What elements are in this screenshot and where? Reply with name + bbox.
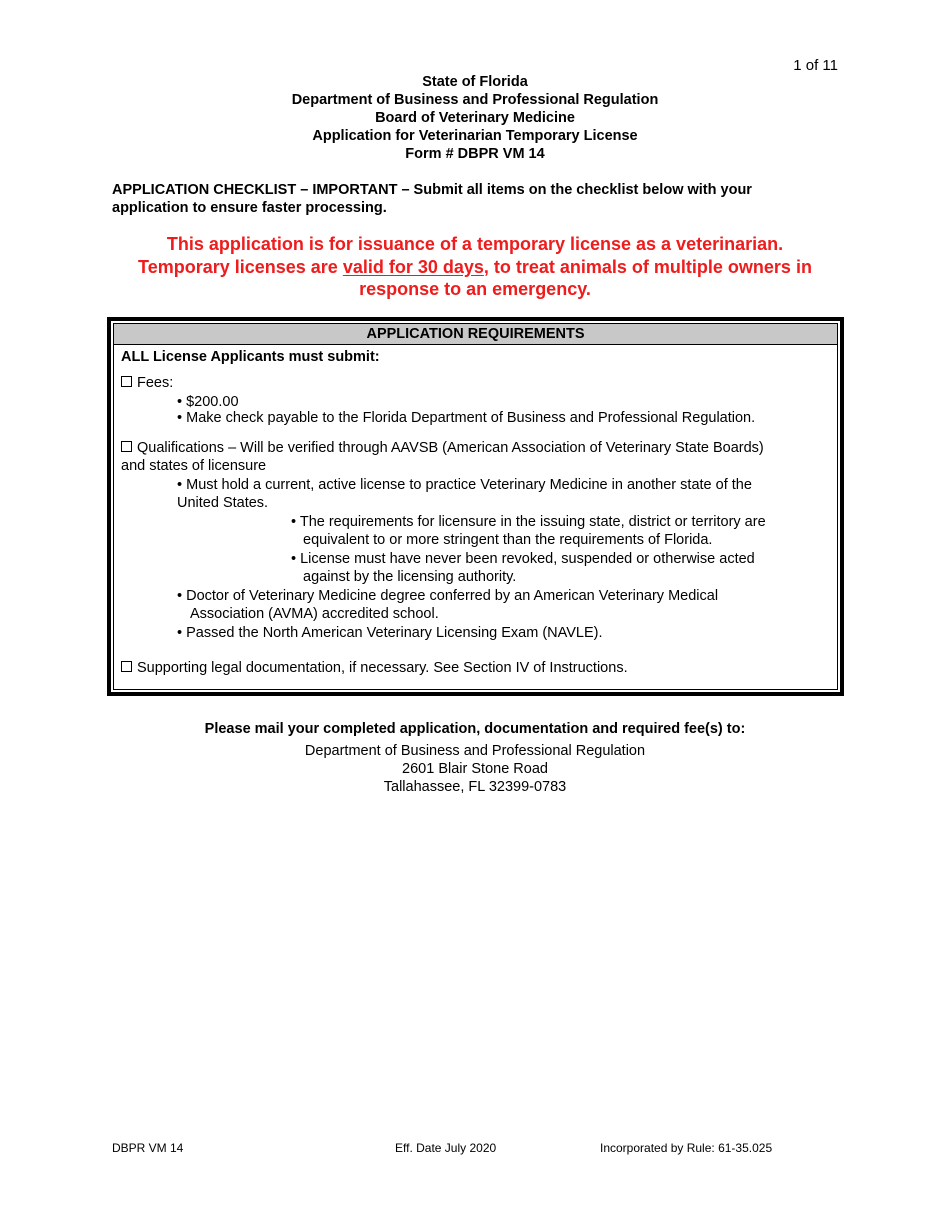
mailing-address-line1: Department of Business and Professional Regulation [304, 743, 646, 759]
requirements-box [107, 317, 844, 696]
dvm-item: • Doctor of Veterinary Medicine degree conferred by an American Veterinary Medical [177, 588, 719, 604]
supporting-docs-item [121, 659, 628, 678]
requirements-title: APPLICATION REQUIREMENTS [114, 324, 837, 345]
qualifications-line2: and states of licensure [121, 458, 267, 474]
form-header [0, 73, 950, 163]
active-license-item: • Must hold a current, active license to practice Veterinary Medicine in another state of the [177, 477, 752, 493]
requirements-inner [113, 323, 838, 690]
header-board: Board of Veterinary Medicine [375, 110, 575, 126]
fees-item [121, 374, 173, 393]
header-application-title: Application for Veterinarian Temporary License [312, 128, 638, 144]
dvm-line1: Doctor of Veterinary Medicine degree conferred by an American Veterinary Medical [186, 588, 719, 604]
mailing-address-line3: Tallahassee, FL 32399-0783 [383, 779, 567, 795]
qualifications-line1: Qualifications – Will be verified through AAVSB (American Association of Veterinary State Boards) [137, 440, 764, 456]
fee-amount-item: • $200.00 [177, 394, 239, 410]
navle-text: Passed the North American Veterinary Licensing Exam (NAVLE). [186, 625, 603, 641]
requirements-intro: ALL License Applicants must submit: [121, 349, 380, 365]
checkbox-icon [121, 376, 132, 387]
dvm-line2: Association (AVMA) accredited school. [190, 606, 439, 622]
active-license-line2: United States. [177, 495, 269, 511]
temporary-license-notice [0, 233, 950, 301]
active-license-line1: Must hold a current, active license to practice Veterinary Medicine in another state of the [186, 477, 752, 493]
notice-line2-after: , to treat animals of multiple owners in [483, 256, 812, 277]
revoked-line2: against by the licensing authority. [303, 569, 517, 585]
fee-payable-item: • Make check payable to the Florida Department of Business and Professional Regulation. [177, 410, 756, 426]
stringent-line2: equivalent to or more stringent than the requirements of Florida. [303, 532, 713, 548]
notice-line2 [0, 256, 950, 279]
header-state: State of Florida [422, 74, 528, 90]
supporting-docs-text: Supporting legal documentation, if necessary. See Section IV of Instructions. [137, 660, 628, 676]
footer-form-id: DBPR VM 14 [112, 1141, 184, 1155]
mailing-instruction: Please mail your completed application, documentation and required fee(s) to: [204, 721, 746, 737]
checkbox-icon [121, 661, 132, 672]
fee-amount: $200.00 [186, 394, 239, 410]
checklist-note-line2: application to ensure faster processing. [112, 200, 387, 216]
footer-effective-date: Eff. Date July 2020 [395, 1141, 497, 1155]
footer-rule: Incorporated by Rule: 61-35.025 [600, 1141, 773, 1155]
header-department: Department of Business and Professional Regulation [291, 92, 659, 108]
notice-line1: This application is for issuance of a temporary license as a veterinarian. [166, 234, 784, 254]
stringent-item: • The requirements for licensure in the issuing state, district or territory are [291, 514, 766, 530]
checklist-note [112, 181, 832, 217]
checkbox-icon [121, 441, 132, 452]
header-form-number: Form # DBPR VM 14 [405, 146, 545, 162]
notice-line2-before: Temporary licenses are [138, 256, 343, 277]
checklist-note-line1: APPLICATION CHECKLIST – IMPORTANT – Submit all items on the checklist below with your [112, 182, 752, 198]
notice-validity-underlined: valid for 30 days [342, 256, 484, 277]
revoked-line1: License must have never been revoked, suspended or otherwise acted [300, 551, 755, 567]
revoked-item: • License must have never been revoked, suspended or otherwise acted [291, 551, 755, 567]
navle-item: • Passed the North American Veterinary Licensing Exam (NAVLE). [177, 625, 603, 641]
notice-line3: response to an emergency. [359, 279, 591, 299]
qualifications-item [121, 439, 764, 458]
mailing-address-line2: 2601 Blair Stone Road [402, 761, 548, 777]
stringent-line1: The requirements for licensure in the issuing state, district or territory are [299, 514, 766, 530]
fees-label: Fees: [137, 375, 174, 391]
page-number: 1 of 11 [793, 57, 838, 74]
fee-payable: Make check payable to the Florida Department of Business and Professional Regulation. [186, 410, 756, 426]
